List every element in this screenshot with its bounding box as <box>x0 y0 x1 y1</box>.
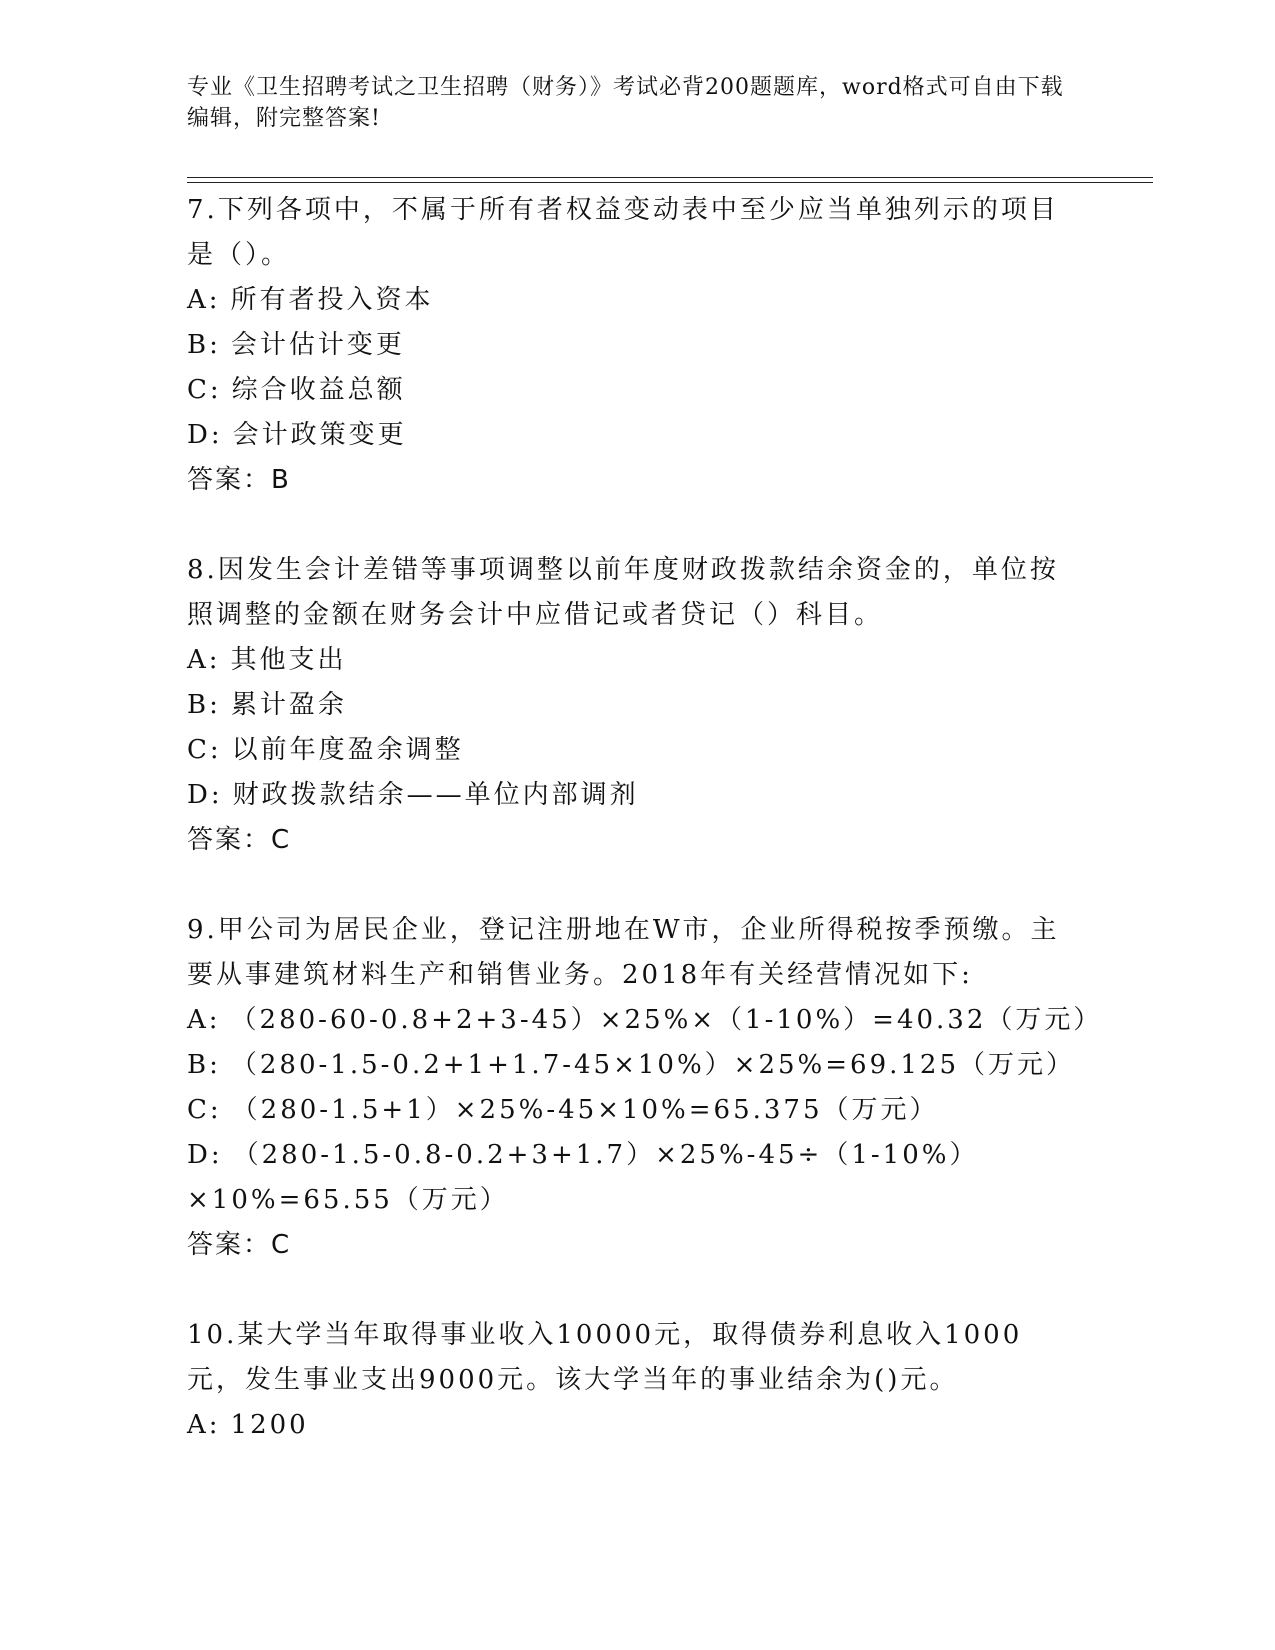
option-text: 以前年度盈余调整 <box>231 735 464 765</box>
option-text: （280-1.5-0.2+1+1.7-45×10%）×25%=69.125（万元） <box>230 1050 1076 1080</box>
option-d <box>187 1133 1067 1223</box>
option-text: 其他支出 <box>230 645 347 675</box>
option-text: （280-1.5-0.8-0.2+3+1.7）×25%-45÷（1-10%）×10%=65.55（万元） <box>187 1140 979 1215</box>
option-label: A: <box>187 1410 221 1440</box>
question-text: 因发生会计差错等事项调整以前年度财政拨款结余资金的，单位按照调整的金额在财务会计中应借记或者贷记（）科目。 <box>187 555 1059 630</box>
option-label: B: <box>187 690 221 720</box>
option-label: C: <box>187 1095 222 1125</box>
option-text: 累计盈余 <box>230 690 347 720</box>
document-title: 专业《卫生招聘考试之卫生招聘（财务）》考试必背200题题库，word格式可自由下载编辑，附完整答案! <box>187 75 1064 131</box>
option-label: C: <box>187 735 222 765</box>
question-9 <box>187 908 1103 1268</box>
option-text: 所有者投入资本 <box>230 285 434 315</box>
option-d <box>187 413 1067 458</box>
question-7 <box>187 188 1067 503</box>
option-label: A: <box>187 285 221 315</box>
option-text: 会计政策变更 <box>232 420 407 450</box>
question-8 <box>187 548 1067 863</box>
option-text: 财政拨款结余——单位内部调剂 <box>232 780 639 810</box>
option-b <box>187 323 1067 368</box>
question-text: 某大学当年取得事业收入10000元，取得债券利息收入1000元，发生事业支出9000元。该大学当年的事业结余为()元。 <box>187 1320 1023 1395</box>
question-text: 下列各项中，不属于所有者权益变动表中至少应当单独列示的项目是（）。 <box>187 195 1059 270</box>
question-number: 8. <box>187 555 218 585</box>
document-header <box>187 72 1067 134</box>
option-text: 综合收益总额 <box>231 375 406 405</box>
option-label: A: <box>187 645 221 675</box>
question-number: 9. <box>187 915 218 945</box>
option-text: （280-60-0.8+2+3-45）×25%×（1-10%）=40.32（万元） <box>230 1005 1103 1035</box>
option-a <box>187 998 1103 1043</box>
question-list <box>187 188 1103 1493</box>
option-c <box>187 728 1067 773</box>
question-stem <box>187 548 1067 638</box>
option-b <box>187 683 1067 728</box>
option-label: D: <box>187 420 223 450</box>
option-label: D: <box>187 1140 223 1170</box>
option-a <box>187 638 1067 683</box>
answer: 答案：C <box>187 1230 292 1260</box>
option-d <box>187 773 1067 818</box>
option-text: 会计估计变更 <box>230 330 405 360</box>
question-stem <box>187 908 1067 998</box>
option-label: B: <box>187 1050 221 1080</box>
option-label: D: <box>187 780 223 810</box>
option-label: B: <box>187 330 221 360</box>
question-stem <box>187 188 1067 278</box>
option-a <box>187 278 1067 323</box>
question-text: 甲公司为居民企业，登记注册地在W市，企业所得税按季预缴。主要从事建筑材料生产和销售业务。2018年有关经营情况如下: <box>187 915 1060 990</box>
option-text: （280-1.5+1）×25%-45×10%=65.375（万元） <box>231 1095 939 1125</box>
answer: 答案：B <box>187 465 291 495</box>
header-divider-top <box>187 177 1153 178</box>
header-divider-bottom <box>187 182 1153 183</box>
option-c <box>187 1088 1067 1133</box>
question-10 <box>187 1313 1067 1448</box>
answer: 答案：C <box>187 825 292 855</box>
option-label: A: <box>187 1005 221 1035</box>
option-text: 1200 <box>230 1410 309 1440</box>
option-label: C: <box>187 375 222 405</box>
question-number: 7. <box>187 195 218 225</box>
option-a <box>187 1403 1067 1448</box>
question-stem <box>187 1313 1067 1403</box>
option-c <box>187 368 1067 413</box>
question-number: 10. <box>187 1320 238 1350</box>
option-b <box>187 1043 1076 1088</box>
